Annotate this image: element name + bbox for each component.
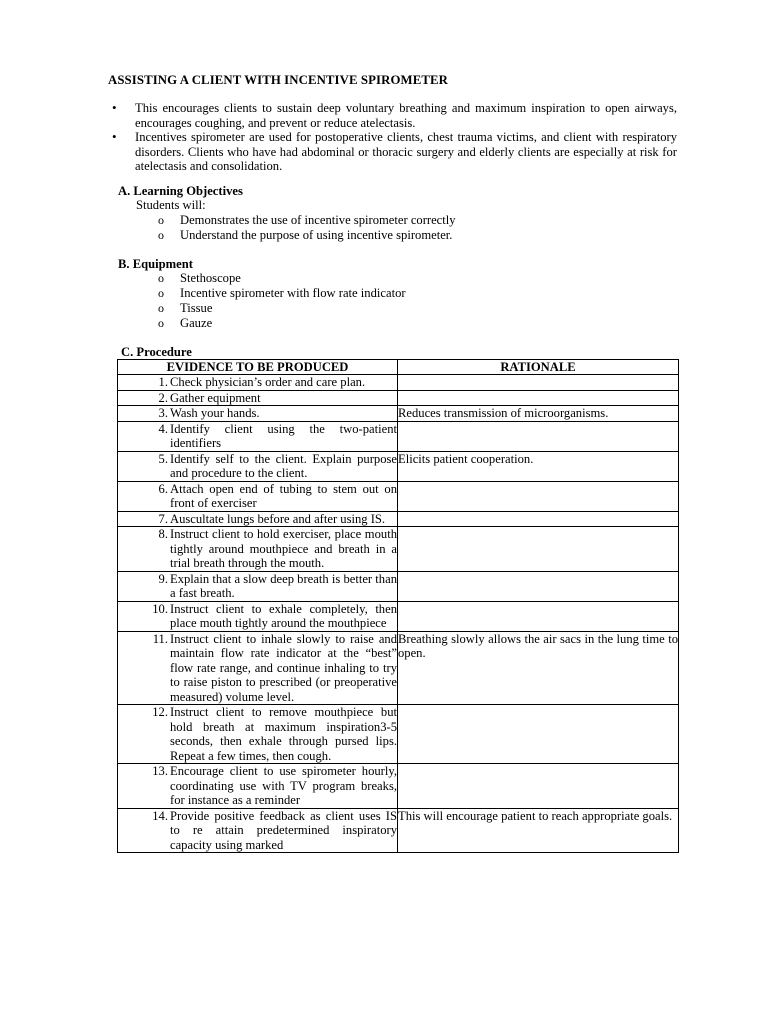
procedure-table-body: [118, 375, 679, 853]
procedure-step: [118, 375, 397, 390]
evidence-cell: [118, 481, 398, 511]
step-text: Encourage client to use spirometer hourly, coordinating use with TV program breaks, for instance as a reminder: [170, 764, 397, 807]
table-row: [118, 375, 679, 391]
table-row: [118, 511, 679, 527]
procedure-step: [118, 422, 397, 451]
equipment-text: Incentive spirometer with flow rate indicator: [180, 286, 406, 300]
hollow-bullet-icon: o: [158, 316, 164, 330]
procedure-step: [118, 705, 397, 763]
evidence-cell: [118, 601, 398, 631]
step-number: 12.: [152, 705, 168, 719]
table-row: [118, 481, 679, 511]
step-number: 14.: [152, 808, 168, 823]
step-number: 2.: [158, 390, 168, 405]
rationale-cell: [398, 601, 679, 631]
table-row: [118, 571, 679, 601]
hollow-bullet-icon: o: [158, 301, 164, 315]
rationale-cell: [398, 764, 679, 809]
rationale-cell: [398, 390, 679, 406]
rationale-cell: [398, 375, 679, 391]
step-text: Auscultate lungs before and after using IS.: [170, 511, 386, 526]
column-header-rationale: RATIONALE: [398, 360, 679, 375]
procedure-step: [118, 452, 397, 481]
equipment-heading: B. Equipment: [118, 257, 193, 271]
rationale-cell: [398, 481, 679, 511]
step-text: Instruct client to exhale completely, then place mouth tightly around the mouthpiece: [170, 601, 397, 630]
rationale-cell: [398, 705, 679, 764]
table-row: [118, 631, 679, 705]
procedure-step: [118, 572, 397, 601]
rationale-cell: [398, 527, 679, 572]
procedure-step: [118, 632, 397, 705]
rationale-cell: [398, 571, 679, 601]
step-number: 9.: [158, 571, 168, 586]
rationale-cell: [398, 421, 679, 451]
table-row: [118, 421, 679, 451]
step-number: 11.: [152, 631, 168, 646]
step-text: Attach open end of tubing to stem out on front of exerciser: [170, 481, 397, 510]
equipment-text: Stethoscope: [180, 271, 241, 285]
learning-objectives-heading: A. Learning Objectives: [118, 184, 243, 198]
step-text: Identify self to the client. Explain purpose and procedure to the client.: [170, 451, 397, 480]
bullet-item: [108, 101, 677, 130]
step-text: Gather equipment: [170, 390, 261, 405]
hollow-bullet-icon: o: [158, 286, 164, 300]
step-number: 10.: [152, 601, 168, 616]
bullet-icon: •: [112, 100, 117, 115]
equipment-text: Tissue: [180, 301, 213, 315]
step-text: Instruct client to remove mouthpiece but hold breath at maximum inspiration3-5 seconds, then exhale through pursed lips. Repeat a few times, then cough.: [170, 705, 397, 763]
step-number: 3.: [158, 406, 168, 420]
procedure-step: [118, 809, 397, 853]
step-text: Provide positive feedback as client uses IS to re attain predetermined inspiratory capacity using marked: [170, 808, 397, 852]
procedure-heading: C. Procedure: [121, 345, 192, 359]
hollow-bullet-icon: o: [158, 271, 164, 285]
table-row: [118, 527, 679, 572]
step-number: 4.: [158, 421, 168, 436]
hollow-bullet-icon: o: [158, 228, 164, 242]
list-item: [158, 271, 406, 286]
learning-objectives-list: [158, 213, 456, 243]
step-text: Instruct client to hold exerciser, place mouth tightly around mouthpiece and breath in a trial breath through the mouth.: [170, 527, 397, 570]
list-item: [158, 301, 406, 316]
rationale-cell: [398, 511, 679, 527]
step-number: 8.: [158, 527, 168, 541]
evidence-cell: [118, 421, 398, 451]
rationale-cell: Elicits patient cooperation.: [398, 451, 679, 481]
evidence-cell: [118, 406, 398, 422]
table-row: [118, 601, 679, 631]
procedure-step: [118, 482, 397, 511]
step-number: 1.: [158, 375, 168, 389]
rationale-cell: Reduces transmission of microorganisms.: [398, 406, 679, 422]
bullet-item: [108, 130, 677, 174]
hollow-bullet-icon: o: [158, 213, 164, 227]
step-text: Explain that a slow deep breath is better than a fast breath.: [170, 571, 397, 600]
evidence-cell: [118, 764, 398, 809]
table-row: [118, 705, 679, 764]
step-text: Identify client using the two-patient identifiers: [170, 421, 397, 450]
procedure-table: [117, 359, 679, 853]
evidence-cell: [118, 705, 398, 764]
evidence-cell: [118, 571, 398, 601]
column-header-evidence: EVIDENCE TO BE PRODUCED: [118, 360, 398, 375]
table-row: [118, 451, 679, 481]
list-item: [158, 228, 456, 243]
table-row: [118, 390, 679, 406]
list-item: [158, 286, 406, 301]
learning-intro: Students will:: [136, 198, 206, 212]
bullet-icon: •: [112, 129, 117, 144]
rationale-cell: Breathing slowly allows the air sacs in the lung time to open.: [398, 631, 679, 705]
step-number: 13.: [152, 764, 168, 778]
procedure-step: [118, 512, 397, 527]
intro-bullet-list: [108, 101, 677, 174]
procedure-step: [118, 764, 397, 808]
evidence-cell: [118, 375, 398, 391]
table-row: [118, 764, 679, 809]
procedure-step: [118, 391, 397, 406]
evidence-cell: [118, 390, 398, 406]
page-title: ASSISTING A CLIENT WITH INCENTIVE SPIROMETER: [108, 73, 448, 87]
evidence-cell: [118, 808, 398, 853]
procedure-step: [118, 406, 397, 421]
equipment-list: [158, 271, 406, 331]
bullet-text: Incentives spirometer are used for postoperative clients, chest trauma victims, and client with respiratory disorders. Clients who have had abdominal or thoracic surgery and elderly clients are especially at risk for atelectasis and consolidation.: [135, 130, 677, 173]
step-text: Instruct client to inhale slowly to raise and maintain flow rate indicator at the “best” flow rate range, and continue inhaling to try to raise piston to prescribed (or preoperative measured) volume level.: [170, 631, 397, 704]
evidence-cell: [118, 527, 398, 572]
evidence-cell: [118, 511, 398, 527]
procedure-step: [118, 602, 397, 631]
list-item: [158, 316, 406, 331]
rationale-cell: This will encourage patient to reach appropriate goals.: [398, 808, 679, 853]
step-number: 5.: [158, 451, 168, 466]
evidence-cell: [118, 631, 398, 705]
list-item: [158, 213, 456, 228]
table-row: [118, 808, 679, 853]
step-number: 6.: [158, 481, 168, 496]
objective-text: Understand the purpose of using incentive spirometer.: [180, 228, 453, 242]
step-number: 7.: [158, 511, 168, 526]
equipment-text: Gauze: [180, 316, 213, 330]
objective-text: Demonstrates the use of incentive spirometer correctly: [180, 213, 456, 227]
procedure-step: [118, 527, 397, 571]
table-row: [118, 406, 679, 422]
table-header-row: [118, 360, 679, 375]
step-text: Wash your hands.: [170, 406, 260, 420]
step-text: Check physician’s order and care plan.: [170, 375, 366, 389]
bullet-text: This encourages clients to sustain deep voluntary breathing and maximum inspiration to open airways, encourages coughing, and prevent or reduce atelectasis.: [135, 101, 677, 130]
evidence-cell: [118, 451, 398, 481]
